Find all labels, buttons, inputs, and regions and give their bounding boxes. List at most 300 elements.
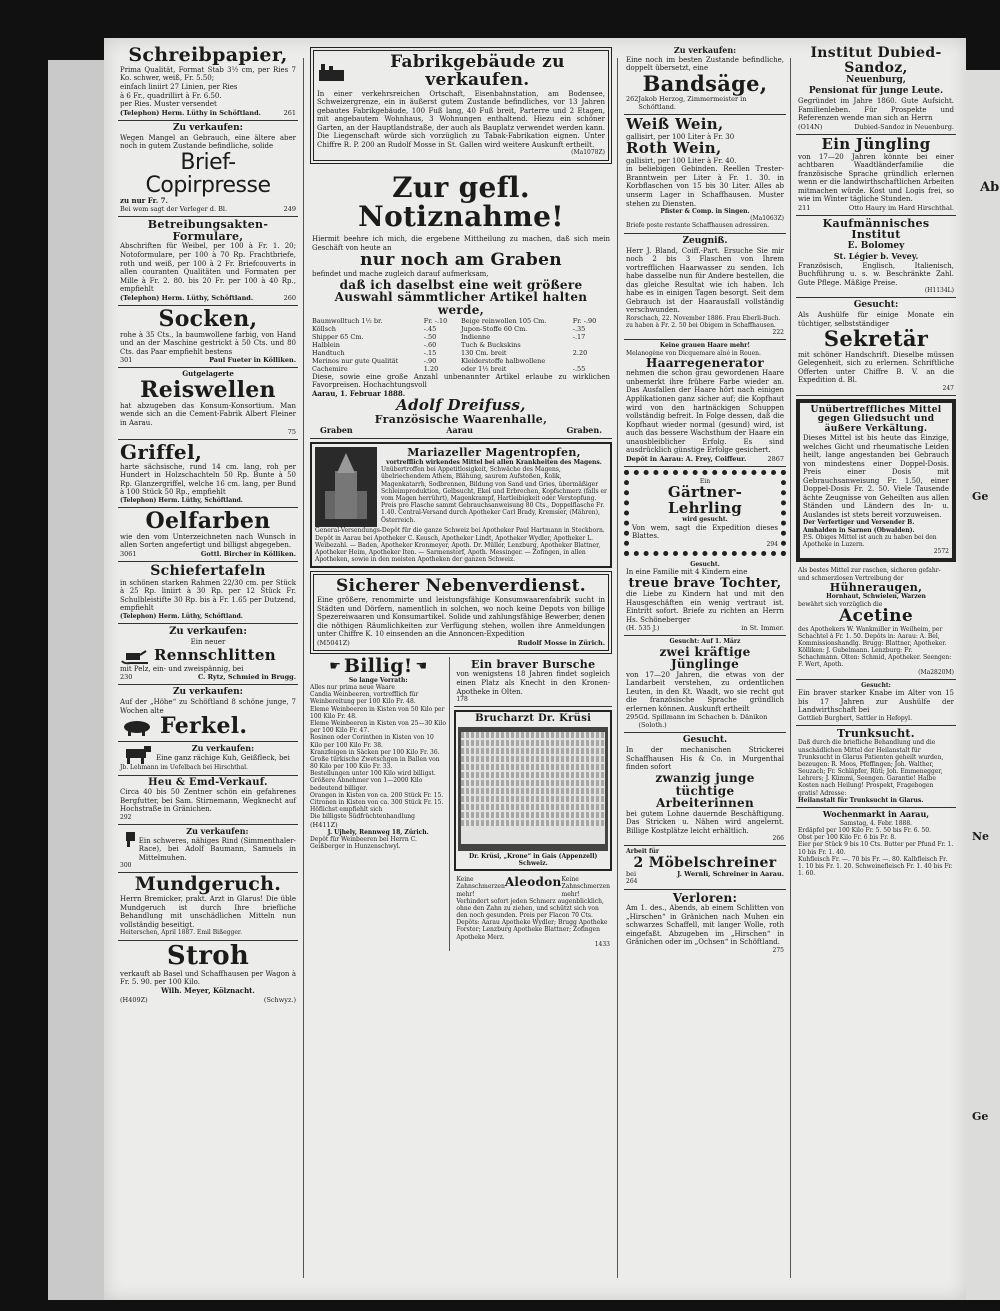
ad-number: 262 <box>626 94 639 103</box>
pointing-hand-icon: ☚ <box>415 659 428 675</box>
product-line: Citronen in Kisten von ca. 300 Stück Fr. 15. <box>310 799 444 807</box>
column-rule <box>617 58 618 1278</box>
ad-title: Sekretär <box>823 326 929 352</box>
ad-number: 300 <box>120 862 132 870</box>
ad-price: zu haben à Fr. 2. 50 bei Obigem in Schaffhausen. <box>626 322 776 330</box>
market-report <box>796 808 956 880</box>
ad-body: Eine noch im besten Zustande befindliche, doppelt übersetzt, eine <box>626 55 784 73</box>
ad-title: Betreibungsakten-Formulare, <box>147 218 269 243</box>
ad-depot: Depôt für Weinbeeren bei Herrn C. Geißberger in Hunzenschwyl. <box>310 835 417 850</box>
price-cell: -.17 <box>572 332 586 341</box>
ad-signature: Pfister & Comp. in Singen. <box>660 208 750 216</box>
ad-number: 1433 <box>594 940 610 948</box>
ad-number: 178 <box>456 696 468 704</box>
ad-body: Unübertroffen bei Appetitlosigkeit, Schwäche des Magens, übelriechendem Athem, Blähung, saurem Aufstoßen, Kolik, Magenkatarrh, Sodbrennen, Bildung von Sand und Gries, übermäßiger Schleimproduktion, Gelbsucht, Ekel und Erbrechen, Kopfschmerz (falls er vom Magen herrührt), Magenkrampf, Hartleibigkeit oder Verstopfung. Preis pro Flasche sammt Gebrauchsanweisung 80 Cts., Doppelflasche Fr. 1.40. Central-Versand durch Apotheker Carl Brady, Kremsier, (Mähren), Österreich. <box>381 466 607 524</box>
product-line: Die billigste Südfrüchtenhandlung <box>310 813 415 821</box>
price-cell: -.45 <box>423 324 437 333</box>
ad-title: Ferkel. <box>160 713 248 740</box>
ad-sub: Hornhaut, Schwielen, Warzen <box>826 593 926 601</box>
ad-title: Brief-Copirpresse <box>145 149 271 198</box>
ad-headline: nur noch am Graben <box>360 250 562 271</box>
church-illustration-icon <box>315 447 377 527</box>
ad-dubied <box>796 44 956 135</box>
ad-mundgeruch <box>118 873 298 940</box>
ad-number: 301 <box>120 356 133 365</box>
ad-line: gallisirt, per 100 Liter à Fr. 30 <box>626 132 735 141</box>
ad-knabe <box>796 680 956 726</box>
ad-signature: Heiterschen, April 1887. Emil Bißegger. <box>120 929 242 937</box>
ad-body: nehmen die schon grau gewordenen Haare unbemerkt ihre frühere Farbe wieder an. Das Ausfallen der Haare hört nach einigen Applikationen ganz sicher auf; die Kopfhaut wird von den hartnäckigen Schuppen vollständig befreit. In Folge dessen, daß die Kopfhaut wieder normal (gesund) wird, ist auch das bessere Wachsthum der Haare ein unausbleiblicher Erfolg. Es sind ausdrücklich günstige Erfolge gesichert. <box>626 369 784 455</box>
ad-name: E. Bolomey <box>847 240 905 251</box>
ad-signature: Wilh. Meyer, Kölznacht. <box>161 985 255 995</box>
ad-tail: Diese, sowie eine große Anzahl unbenannter Artikel erlaube zu wirklichen Favorpreisen. Hochachtungsvoll <box>312 372 610 390</box>
ad-title: zwei kräftige Jünglinge <box>659 644 751 672</box>
ad-mariazeller <box>310 442 612 568</box>
price-cell: Fr. -.90 <box>572 316 597 325</box>
factory-icon <box>317 62 344 82</box>
column-rule <box>303 58 304 1278</box>
ad-code: (M5041Z) <box>317 638 350 647</box>
price-cell: Merinos nur gute Qualität <box>312 356 399 365</box>
ad-line: gallisirt, per 100 Liter à Fr. 40. <box>626 156 737 165</box>
ad-sub: wird gesucht. <box>682 516 728 524</box>
price-cell: -.90 <box>423 356 437 365</box>
ad-signature: Bei wem sagt der Verleger d. Bl. <box>120 205 228 214</box>
ad-billig <box>310 654 450 951</box>
product-line: Kranzfeigen in Säcken per 100 Kilo Fr. 36. <box>310 748 440 756</box>
ad-code: (Ma1078Z) <box>571 149 605 157</box>
ad-title: Ein Jüngling <box>821 134 931 153</box>
ad-bold-line: daß ich daselbst eine weit größere Auswahl sämmtlicher Artikel halten werde, <box>334 277 588 317</box>
ad-kicker: Keine grauen Haare mehr! <box>659 342 751 350</box>
ad-signature: J. Wernli, Schreiner in Aarau. <box>677 870 784 879</box>
ad-text: die Liebe zu Kindern hat und mit den Hausgeschäften ein wenig vertraut ist. Eintritt sofort. Briefe zu richten an Herrn Hs. Schöneberger <box>626 590 784 624</box>
ad-title: Haarregenerator <box>645 355 765 370</box>
ad-number: 3061 <box>120 550 137 558</box>
price-cell: oder 1½ breit <box>461 364 507 373</box>
ad-body: Herrn Bremicker, prakt. Arzt in Glarus! Die üble Mundgeruch ist durch Ihre briefliche Behandlung mit unschädlichen Mitteln nun vollständig beseitigt. <box>120 895 296 929</box>
ad-number: 260 <box>283 293 296 302</box>
ad-stroh <box>118 941 298 1007</box>
ad-location: Aarau <box>446 425 473 436</box>
price-cell: Shipper 65 Cm. <box>312 332 364 341</box>
ad-depot: Depôt in Aarau: A. Frey, Coiffeur. <box>626 454 747 463</box>
ad-place: St. Légier b. Vevey. <box>833 250 919 261</box>
ad-reiswellen <box>118 368 298 439</box>
price-cell: Baumwolltuch 1½ br. <box>312 316 383 325</box>
ad-footer: Dr. Krüsi, „Krone“ in Gais (Appenzell) Schweiz. <box>469 852 598 867</box>
edge-fragment: Ab <box>980 180 1000 195</box>
ad-sub: vortrefflich wirkendes Mittel bei allen Krankheiten des Magens. <box>386 459 602 467</box>
price-row <box>312 357 610 365</box>
ad-body: von wenigstens 18 Jahren findet sogleich einen Platz als Knecht in den Kronen-Apotheke in Olten. <box>456 670 610 696</box>
ad-body: wie den vom Unterzeichneten nach Wunsch in allen Sorten angefertigt und billigst abgegeben. <box>120 532 296 550</box>
ad-side-note: Keine Zahnschmerzen mehr! <box>456 876 505 898</box>
ad-schreibpapier <box>118 44 298 121</box>
ad-number: 222 <box>772 329 784 337</box>
price-cell: -.55 <box>572 364 586 373</box>
ad-moebelschreiner <box>624 846 786 889</box>
ad-title: zwanzig junge tüchtige Arbeiterinnen <box>655 770 755 811</box>
ad-griffel <box>118 440 298 508</box>
price-row <box>312 365 610 373</box>
price-cell: Halblein <box>312 340 340 349</box>
market-date: Samstag, 4. Febr. 1888. <box>839 819 913 827</box>
market-line: Obst per 100 Kilo Fr. 6 bis Fr. 8. <box>798 834 897 842</box>
ad-body: Herr J. Bland, Coiff.-Part. Ersuche Sie mir noch 2 bis 3 Flaschen von Ihrem vortrefflichen Haarwasser zu senden. Ich habe dasselbe nun für Andere bestellen, die das gleiche Resultat wie ich haben. Ich habe es in einigen Tagen besorgt. Seit dem Gebrauch ist der Haarausfall vollständig verschwunden. <box>626 246 784 315</box>
ad-body: mit Pelz, ein- und zweispännig, bei <box>120 664 244 673</box>
ad-number: 2572 <box>933 548 949 556</box>
ad-location: Graben. <box>566 425 602 436</box>
ad-intro: Hiermit beehre ich mich, die ergebene Mittheilung zu machen, daß sich mein Geschäft von heute an <box>312 235 610 252</box>
ad-kicker: Zu verkaufen: <box>172 122 244 133</box>
ad-title: Trunksucht. <box>837 726 915 740</box>
ad-title: Socken, <box>158 305 258 332</box>
ad-title: Weiß Wein, <box>626 114 724 133</box>
ad-signature: J. Ujhely, Rennweg 18, Zürich. <box>327 828 429 836</box>
price-cell: -.50 <box>423 332 437 341</box>
ad-signature: Jakob Herzog, Zimmermeister in Schöftland. <box>638 94 747 111</box>
price-cell: Tuch & Buckskins <box>461 340 521 349</box>
edge-fragment: Ge <box>972 1110 989 1123</box>
ad-title: Zur gefl. Notiznahme! <box>358 170 564 233</box>
ad-fabrikgebaeude <box>310 47 612 164</box>
ad-location: Graben <box>320 425 353 436</box>
ad-title: Mariazeller Magentropfen, <box>407 446 581 460</box>
ad-code: (H1134L) <box>924 287 954 295</box>
ad-body: Verhindert sofort jeden Schmerz augenblicklich, ohne den Zahn zu ziehen, und schützt sich von den noch gesunden. Preis per Flacon 70 Cts. Depôts: Aarau Apotheke Wydler; Brugg Apotheke Forster; Lenzburg Apotheke Blattner; Zofingen Apotheke Merz. <box>456 897 608 941</box>
ad-line: einfach liniirt 27 Linien, per Ries <box>120 83 238 91</box>
ad-number: 249 <box>283 205 296 214</box>
ad-kicker: Zu verkaufen: <box>673 45 737 55</box>
ad-signature: Gottl. Bircher in Kölliken. <box>200 550 296 558</box>
ad-number: 211 <box>798 203 811 212</box>
pointing-hand-icon: ☛ <box>329 659 341 675</box>
product-line: Eleme Weinbeeren in Kisten von 25—30 Kilo per 100 Kilo Fr. 47. <box>310 719 446 735</box>
ad-title: Hühneraugen, <box>829 580 923 594</box>
ad-number: 295 <box>626 713 639 722</box>
ad-title: Schreibpapier, <box>128 44 288 66</box>
ad-wein <box>624 115 786 234</box>
ad-code: (H. 535 J.) <box>626 624 660 633</box>
ad-juenglinge <box>624 636 786 733</box>
ad-juengling <box>796 135 956 216</box>
price-cell: -.60 <box>423 340 437 349</box>
ad-rind <box>118 825 298 874</box>
ad-signature: Dubied-Sandoz in Neuenburg. <box>854 122 954 131</box>
price-cell: -.15 <box>423 348 437 357</box>
price-row <box>312 317 610 325</box>
ad-zeugniss <box>624 234 786 341</box>
ad-body: Abschriften für Weibel, per 100 à Fr. 1. 20; Notoformulare, per 100 à 70 Rp. Frachtbriefe, roth und weiß, per 100 à 2 Fr. Briefcouverts in allen couranten Qualitäten und Formaten per Mille à Fr. 2. 80. bis 20 Fr. per 100 à 40 Rp., empfiehlt <box>120 242 296 294</box>
ad-signature: Paul Fueter in Kölliken. <box>209 356 296 365</box>
ad-side-note: Keine Zahnschmerzen mehr! <box>561 876 611 898</box>
ad-title: Aleodon <box>504 875 562 890</box>
ad-title: Zeugniß. <box>682 235 728 246</box>
ad-title: Griffel, <box>120 439 203 464</box>
ad-number: 264 <box>626 878 638 886</box>
ad-sub: Ein neuer <box>190 638 226 647</box>
ad-aleodon <box>454 874 612 951</box>
ad-number: 292 <box>120 813 132 821</box>
ad-body: Wegen Mangel an Gebrauch, eine ältere aber noch in gutem Zustande befindliche, solide <box>120 133 296 151</box>
ad-body: Dieses Mittel ist bis heute das Einzige, welches Gicht und rheumatische Leiden heilt, lange angestanden bei Gebrauch von mindestens einer Doppel-Dosis. Preis einer Dosis mit Gebrauchsanweisung Fr. 1.50, einer Doppel-Dosis Fr. 2. 50. Viele Tausende ächte Zeugnisse von Geheilten aus allen Ständen und Ländern des In- u. Auslandes ist stets bereit vorzuweisen. <box>803 434 949 519</box>
price-cell: Indienne <box>461 332 491 341</box>
ad-signature: Gottlieb Burghert, Sattler in Hefopyl. <box>798 714 912 722</box>
ad-kicker: Gesucht. <box>682 735 728 746</box>
ad-ps: P.S. Obiges Mittel ist auch zu haben bei den Apotheke in Luzern. <box>803 533 937 549</box>
price-row <box>312 349 610 357</box>
ad-body: Französisch, Englisch, Italienisch, Buchführung u. s. w. Beschränkte Zahl. Gute Pflege. Mäßige Preise. <box>798 261 954 287</box>
ad-body: rohe à 35 Cts., la baumwollene farbig, von Hand und an der Maschine gestrickt à 50 Cts. und 80 Cts. das Paar empfiehlt bestens <box>120 330 296 356</box>
ad-trunksucht <box>796 726 956 808</box>
ad-title: Schiefertafeln <box>150 563 266 579</box>
ad-title: Roth Wein, <box>626 139 722 158</box>
ad-code: (Ma2820M) <box>918 668 954 676</box>
market-line: Kuhfleisch Fr. —. 70 bis Fr. —. 80. Kalbfleisch Fr. 1. 10 bis Fr. 1. 20. Schweinefleisch Fr. 1. 40 bis Fr. 1. 60. <box>798 855 953 878</box>
edge-fragment: Ne <box>972 830 990 843</box>
cow-icon <box>120 744 152 764</box>
ad-body: In der mechanischen Strickerei Schaffhausen His & Co. in Murgenthal finden sofort <box>626 746 784 772</box>
ad-gaertner <box>624 470 786 556</box>
ad-kicker: So lange Vorrath: <box>348 676 408 684</box>
ad-body: Am 1. des., Abends, ab einem Schlitten von „Hirschen“ in Gränichen nach Muhen ein schwarzes Schaffell, mit langer Wolle, roth eingefaßt. Abzugeben im „Hirschen“ in Gränichen oder im „Ochsen“ in Schöftland. <box>626 904 784 947</box>
ad-socken <box>118 306 298 369</box>
ad-signature: Otto Haury im Hard Hirschthal. <box>848 203 954 212</box>
ad-body: Circa 40 bis 50 Zentner schön ein gefahrenes Bergfutter, bei Sam. Stirnemann, Wegknecht auf Hochstraße in Gränichen. <box>120 788 296 814</box>
ad-kuh <box>118 742 298 775</box>
product-line: Alles nur prima neue Waare <box>310 684 395 692</box>
ad-body: in beliebigen Gebinden. Reellen Trester-Branntwein per Liter à Fr. 1. 30. in Korbflaschen von 15 bis 30 Liter. Alles ab unserm Lager in Schaffhausen. Muster stehen zu Diensten. <box>626 165 784 208</box>
ad-text: bei gutem Lohne dauernde Beschäftigung. Das Stricken u. Nähen wird angelernt. Billige Kostplätze leicht erhältlich. <box>626 809 784 835</box>
ad-body: hat abzugeben das Konsum-Konsortium. Man wende sich an die Cement-Fabrik Albert Fleiner in Aarau. <box>120 401 296 427</box>
ad-signature: (Telephon) Herm. Lüthy, Schöftland. <box>120 496 243 504</box>
ad-signature: Adolf Dreifuss, <box>396 396 526 415</box>
price-cell: Fr. -.10 <box>423 316 448 325</box>
ad-nebenverdienst <box>310 571 612 654</box>
ad-title: Reiswellen <box>140 376 276 403</box>
ad-body: In eine Familie mit 4 Kindern eine <box>626 568 748 577</box>
ad-kicker: Gesucht: <box>853 300 899 311</box>
ad-tochter <box>624 559 786 636</box>
ad-sub: Pensionat für junge Leute. <box>808 86 944 97</box>
ad-signature: Heilanstalt für Trunksucht in Glarus. <box>798 796 924 804</box>
price-cell: 130 Cm. breit <box>461 348 507 357</box>
ad-signature: C. Rytz, Schmied in Brugg. <box>198 673 296 682</box>
ad-title: Bandsäge, <box>642 70 768 96</box>
ad-kicker: Zu verkaufen: <box>191 743 255 754</box>
ad-title: treue brave Tochter, <box>628 575 782 591</box>
product-line: Rosinen oder Corinthen in Kisten von 10 Kilo per 100 Kilo Fr. 38. <box>310 734 434 749</box>
ad-signature: Jb. Lehmann im Uefelbach bei Hirschthal. <box>120 764 248 772</box>
ad-body: Auf der „Höhe“ zu Schöftland 8 schöne junge, 7 Wochen alte <box>120 698 296 715</box>
cow-icon <box>120 827 135 847</box>
ad-kicker: Arbeit für <box>626 848 660 856</box>
product-line: Orangen in Kisten von ca. 200 Stück Fr. 15. <box>310 791 444 799</box>
ad-title: Ein braver Bursche <box>470 657 596 671</box>
ad-body: in schönen starken Rahmen 22/30 cm. per Stück à 25 Rp. liniirt à 30 Rp. per 12 Stück Fr. Schulbleistifte 30 Rp. bis à Fr. 1.65 per Dutzend, empfiehlt <box>120 578 296 613</box>
ad-body: Als Aushülfe für einige Monate ein tüchtiger, selbstständiger <box>798 311 954 328</box>
price-cell: Handtuch <box>312 348 345 357</box>
ad-body: In einer verkehrsreichen Ortschaft, Eisenbahnstation, am Bodensee, Schweizergrenze, ein in äußerst gutem Zustande befindliches, vor 13 Jahren gebautes Fabrikgebäude, 100 Fuß lang, 40 Fuß breit, Parterre und 2 Etagen, mit angebautem Wohnhaus, 3 Wohnungen enthaltend. Hiezu ein schöner Garten, an der Hauptlandstraße, der auch als Bauplatz verwendet werden kann. Die Liegenschaft würde sich vorzüglich zu Tabak-Fabrikation eignen. Unter Chiffre R. P. 200 an Rudolf Mosse in St. Gallen wird weitere Auskunft ertheilt. <box>317 89 605 149</box>
product-line: Höflichst empfiehlt sich <box>310 806 383 814</box>
ad-number: 230 <box>120 673 133 682</box>
ad-sub: Melanogène von Dicquemare aîné in Rouen. <box>626 349 761 357</box>
ad-kaufm-institut <box>796 216 956 299</box>
ad-number: 247 <box>942 384 954 392</box>
ad-body: Eine ganz rächige Kuh, Geißfleck, bei <box>156 754 290 763</box>
ad-arbeiterinnen <box>624 733 786 846</box>
column-2 <box>310 44 612 1292</box>
pig-icon <box>120 718 154 736</box>
ad-number: 75 <box>287 427 296 436</box>
product-line: Candia Weinbeeren, vortrefflich für Weinbereitung per 100 Kilo Fr. 48. <box>310 691 419 706</box>
ad-place: Neuenburg, <box>846 75 906 86</box>
ad-number: 266 <box>772 835 784 843</box>
ad-title: Kaufmännisches Institut <box>822 216 930 242</box>
ad-kicker: Gesucht: <box>861 681 891 689</box>
ad-place: (Schwyz.) <box>263 995 296 1004</box>
ad-kicker: Zu verkaufen: <box>172 687 244 698</box>
price-row <box>312 341 610 349</box>
ad-kicker: Gutgelagerte <box>182 369 234 379</box>
market-line: Erdäpfel per 100 Kilo Fr. 5. 50 bis Fr. 6. 50. <box>798 826 931 834</box>
ad-haarregenerator <box>624 340 786 466</box>
ad-schiefertafeln <box>118 562 298 624</box>
ad-line: à 6 Fr., quadrillirt à Fr. 6.50. <box>120 91 222 100</box>
printed-certificate-image <box>458 727 608 851</box>
ad-kicker: Gesucht. <box>690 560 720 568</box>
ad-line: Prima Qualität, Format Stab 3½ cm, per Ries 7 Ko. schwer, weiß, Fr. 5.50; <box>120 65 296 83</box>
ad-footer: General-Versendungs-Depôt für die ganze Schweiz bei Apotheker Paul Hartmann in Steckborn. Depôt in Aarau bei Apotheker C. Keusch, Apotheker Lindt, Apotheker Wydler, Apotheker L. Weibezahl. — Baden, Apotheker Kronmeyer, Apoth. Dr. Müller, Lenzburg, Apotheker Blattner, Apotheker Heim, Apotheker Iten. — Sarmenstorf, Apoth. Messinger. — Zofingen, in allen Apotheken, sowie in den meisten Apotheken der ganzen Schweiz. <box>315 527 605 564</box>
ad-notiznahme <box>310 167 612 440</box>
ad-kicker: Ein <box>699 477 711 485</box>
ad-number: 261 <box>283 108 296 117</box>
price-cell: Beige reinwollen 105 Cm. <box>461 316 547 325</box>
ad-title: Stroh <box>166 940 250 971</box>
price-cell <box>573 341 610 349</box>
ad-gliedsucht <box>796 399 956 563</box>
ad-product: Acetine <box>839 605 913 626</box>
price-cell: 2.20 <box>572 348 588 357</box>
ad-title: Verloren: <box>672 890 738 905</box>
ad-price: zu nur Fr. 7. <box>120 195 168 205</box>
column-3 <box>624 44 786 1292</box>
newspaper-page <box>104 38 966 1300</box>
market-title: Wochenmarkt in Aarau, <box>822 809 930 820</box>
ad-bandsaege <box>624 44 786 115</box>
ad-number: 275 <box>772 946 784 954</box>
ad-signature: (Telephon) Herm. Lüthy, Schöftland. <box>120 293 254 302</box>
ad-title: Institut Dubied-Sandoz, <box>810 45 942 76</box>
price-row <box>312 333 610 341</box>
ad-title: Unübertreffliches Mittel gegen Gliedsucht und äußere Verkältung. <box>810 404 942 434</box>
sleigh-icon <box>120 647 150 665</box>
ad-intro: Als bestes Mittel zur raschen, sicheren gefahr- und schmerzlosen Vertreibung der <box>798 567 941 582</box>
ad-oelfarben <box>118 508 298 562</box>
price-cell: Jupon-Stoffe 60 Cm. <box>461 324 528 333</box>
ad-title: Brucharzt Dr. Krüsi <box>475 713 592 725</box>
ad-body: Ein braver starker Knabe im Alter von 15 bis 17 Jahren zur Aushülfe der Landwirthschaft bei <box>798 689 954 715</box>
ad-title: Billig! <box>343 654 413 677</box>
market-line: Eier per Stück 9 bis 10 Cts. Butter per Pfund Fr. 1. 10 bis Fr. 1. 40. <box>798 841 954 856</box>
price-cell: Kleiderstoffe halbwollene <box>461 356 546 365</box>
ad-code: (H409Z) <box>120 995 148 1004</box>
column-rule <box>790 58 791 1278</box>
ad-title: Heu & Emd-Verkauf. <box>148 776 268 788</box>
ad-body: Eine größere, renommirte und leistungsfähige Konsumwaarenfabrik sucht in Städten und Dörfern, namentlich in solchen, wo noch keine Depots von billige Spezereiwaaren und Konsumartikel. Solide und zahlungsfähige Bewerber, denen die nöthigen Räumlichkeiten zur Verfügung stehen, wollen ihre Anmeldungen unter Chiffre K. 10 einsenden an die Annoncen-Expedition <box>317 596 605 639</box>
ad-kicker: Zu verkaufen: <box>169 626 247 637</box>
ad-body: Daß durch die briefliche Behandlung und die unschädlichen Mittel der Heilanstalt für Trunksucht in Glarus Patienten geheilt wurden, bezeugen: R. Moos, Pfeffingen; Joh. Walther, Seuzach; Fr. Schläpfer, Rüti; Joh. Emmenegger, Lehrers; J. Kümmi, Seengen. Garantie! Halbe Kosten nach Heilung! Prospekt, Fragebogen gratis! Adresse: <box>798 739 944 797</box>
price-cell: -.35 <box>572 324 586 333</box>
ad-body: bei <box>626 870 637 879</box>
ad-signature: Rudolf Mosse in Zürich. <box>517 638 605 647</box>
ad-body: von 17—20 Jahren könnte bei einer achtbaren Waadtländerfamilie die französische Sprache gründlich erlernen wenn er die landwirthschaftlichen Arbeiten mitmachen würde. Kost und Logis frei, so wie im Winter tägliche Stunden. <box>798 152 954 204</box>
ad-code: (Ma1063Z) <box>750 215 784 223</box>
ad-kicker: Zu verkaufen: <box>186 825 249 836</box>
price-row <box>312 325 610 333</box>
ad-knecht <box>454 657 612 707</box>
ad-acetine <box>796 565 956 679</box>
ad-kicker: Gesucht: Auf 1. März <box>669 638 741 646</box>
ad-code: (H411Z) <box>310 820 338 829</box>
ad-body: bewährt sich vorzüglich die <box>798 600 883 608</box>
price-cell: Köllsch <box>312 324 336 333</box>
ad-body: Gegründet im Jahre 1860. Gute Aufsicht. Familienleben. Für Prospekte und Referenzen wende man sich an Herrn <box>798 97 954 123</box>
edge-fragment: Ge <box>972 490 989 503</box>
ad-date: Aarau, 1. Februar 1888. <box>312 388 406 398</box>
ad-body: befindet und mache zugleich darauf aufmerksam, <box>312 270 489 279</box>
ad-body: Von wem, sagt die Expedition dieses Blattes. <box>632 523 778 541</box>
ad-heu <box>118 776 298 825</box>
ad-number: 2867 <box>767 454 784 463</box>
ad-brief-copirpresse <box>118 121 298 218</box>
adjacent-page-edge <box>966 70 1000 1300</box>
ad-betreibung <box>118 217 298 305</box>
ad-title: Gärtner-Lehrling <box>667 482 743 517</box>
product-line: Eleme Weinbeeren in Kisten von 50 Kilo per 100 Kilo Fr. 48. <box>310 705 445 720</box>
ad-rennschlitten <box>118 624 298 685</box>
ad-title: Sicherer Nebenverdienst. <box>335 576 587 597</box>
ad-body: Ein schweres, nähiges Rind (Simmenthaler-Race), bei Adolf Baumann, Samuels in Mittelmuhen. <box>138 836 296 862</box>
ad-title: 2 Möbelschreiner <box>633 854 777 871</box>
ad-title: Mundgeruch. <box>134 873 282 896</box>
ad-body: harte sächsische, rund 14 cm. lang, roh per Hundert in Holzschachteln 50 Rp. Bunte à 50 Rp. Glanzergriffel, welche 16 cm. lang, per Bund à 100 Stück 50 Rp., empfiehlt <box>120 462 296 497</box>
ad-verloren <box>624 890 786 957</box>
ad-title: Fabrikgebäude zu verkaufen. <box>390 52 565 90</box>
ad-number: 294 <box>766 540 778 548</box>
ad-ferkel <box>118 685 298 742</box>
column-4 <box>796 44 956 1292</box>
ad-brucharzt <box>454 710 612 871</box>
ad-code: (O14N) <box>798 122 823 131</box>
ad-signature: (Telephon) Herm. Lüthy, Schöftland. <box>120 612 243 620</box>
ad-firm: Französische Waarenhalle, <box>374 412 548 426</box>
ad-signature: (Telephon) Herm. Lüthy in Schöftland. <box>120 108 261 117</box>
column-1 <box>118 44 298 1292</box>
price-list <box>312 317 610 373</box>
price-cell: Cachemire <box>312 364 348 373</box>
price-cell: 1.20 <box>423 364 439 373</box>
product-line: Bestellungen unter 100 Kilo wird billigst. Größere Abnehmer von 1—2000 Kilo bedeutend billiger. <box>310 770 436 792</box>
ad-signature: Rorschach, 22. November 1886. Frau Eberli-Buch. <box>626 314 781 322</box>
ad-text: des Apothekers W. Wankmiller in Weilheim, per Schachtel à Fr. 1. 50. Depôts in: Aarau: A. Bel, Kommissionshandlg. Brugg: Blattner, Apotheker. Kölliken: J. Gubelmann. Lenzburg: Fr. Schachmann. Olten: Schmid, Apotheker. Seengen: F. Wert, Apoth. <box>798 625 952 669</box>
product-line: Große türkische Zwetschgen in Ballen von 80 Kilo per 100 Kilo Fr. 33. <box>310 755 440 771</box>
ad-signature: Gd. Spillmann im Schachen b. Dänikon (Soloth.) <box>638 713 768 730</box>
price-cell <box>573 357 610 365</box>
ad-sekretaer <box>796 298 956 395</box>
ad-title: Oelfarben <box>145 507 271 534</box>
